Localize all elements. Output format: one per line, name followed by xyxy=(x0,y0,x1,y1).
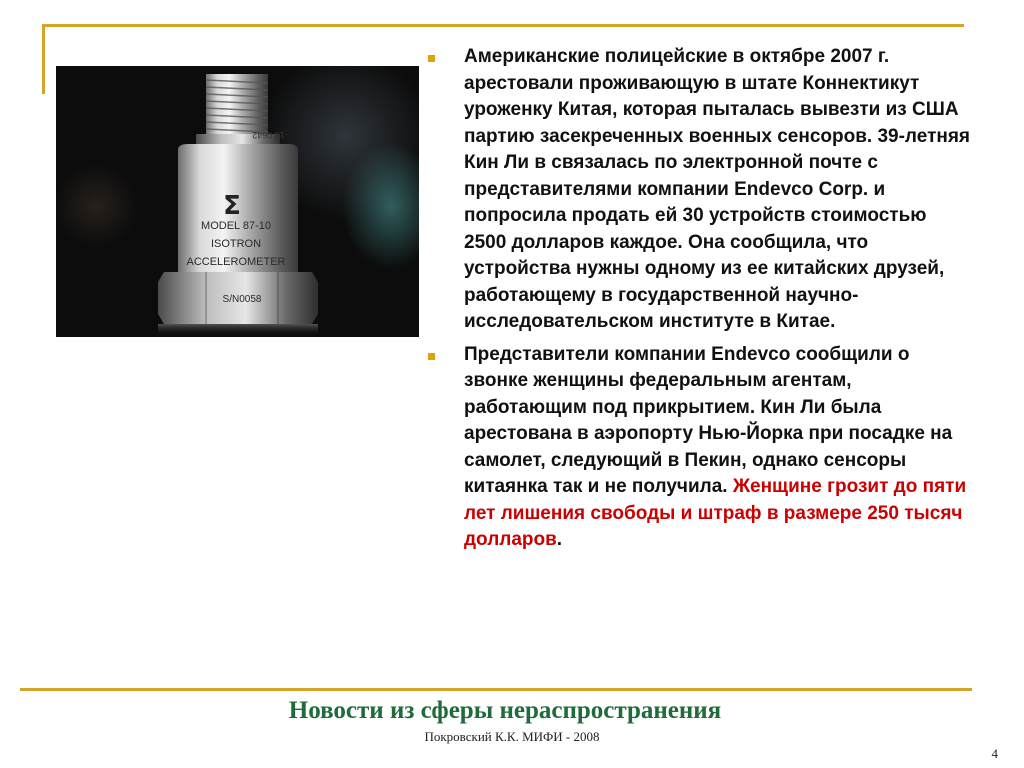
brand-logo: Σ xyxy=(223,191,241,221)
bullet-list xyxy=(428,44,973,560)
type-label: ACCELEROMETER xyxy=(186,256,286,268)
frame-left-line xyxy=(42,24,45,94)
bullet-marker-icon xyxy=(428,353,435,360)
slide-title: Новости из сферы нераспространения xyxy=(288,697,722,724)
author-credit: Покровский К.К. МИФИ - 2008 xyxy=(424,729,600,744)
page-number: 4 xyxy=(991,746,998,761)
thread-mark-label: -18 0642 xyxy=(252,130,288,140)
model-label: MODEL 87-10 xyxy=(201,220,271,232)
bullet-text: Представители компании Endevco сообщили о звонке женщины федеральным агентам, работающим под прикрытием. Кин Ли была арестована в аэропорту Нью-Йорка при посадке на самолет, следующий в Пекин, однако сенсоры китаянка так и не получила. xyxy=(464,343,953,497)
bullet-tail: . xyxy=(556,529,563,550)
penalty-highlight: Женщине грозит до пяти лет лишения свободы и штраф в размере 250 тысяч долларов xyxy=(464,476,967,550)
bullet-text: Американские полицейские в октябре 2007 г. арестовали проживающую в штате Коннектикут уроженку Китая, которая пыталась вывезти из США партию засекреченных военных сенсоров. 39-летняя Кин Ли в связалась по электронной почте с представителями компании Endevco Corp. и попросила продать ей 30 устройств стоимостью 2500 долларов каждое. Она сообщила, что устройства нужны одному из ее китайских друзей, работающему в государственной научно-исследовательском институте в Китае. xyxy=(464,46,971,332)
bullet-marker-icon xyxy=(428,55,435,62)
accelerometer-photo xyxy=(56,66,419,337)
frame-top-line xyxy=(42,24,964,27)
bullet-item-arrest xyxy=(428,44,973,336)
accelerometer-illustration xyxy=(56,66,419,337)
serial-label: S/N0058 xyxy=(222,294,262,305)
base-reflection xyxy=(158,324,318,337)
bullet-item-endevco xyxy=(428,342,973,554)
frame-bottom-line xyxy=(20,688,972,691)
thread-stud xyxy=(206,74,268,136)
brand-label: ISOTRON xyxy=(210,238,262,250)
